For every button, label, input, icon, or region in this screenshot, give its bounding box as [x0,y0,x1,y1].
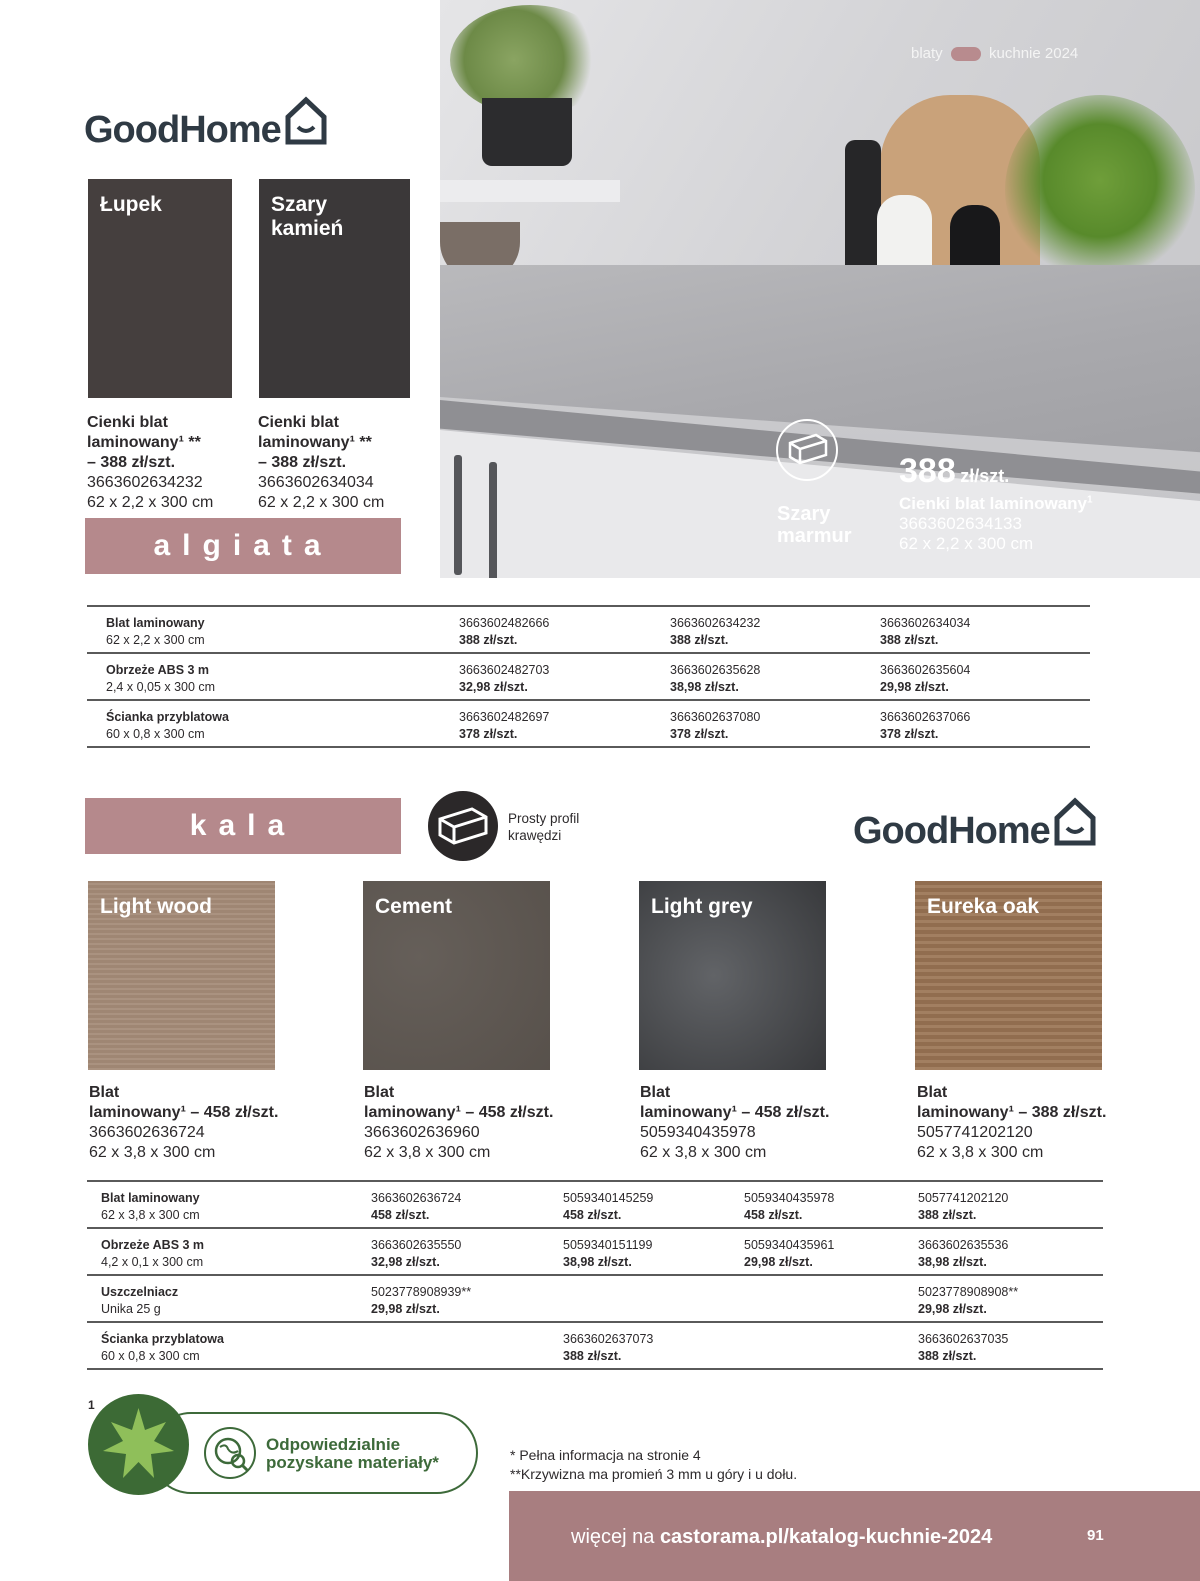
cell-code: 5059340435978 [744,1191,835,1205]
swatch-title: Łupek [100,193,162,216]
crumb-pill [951,47,981,61]
hero-price-value: 388 [899,452,956,490]
star-icon [88,1394,189,1495]
cabinet-handle [489,462,497,578]
footer-url[interactable]: castorama.pl/katalog-kuchnie-2024 [659,1526,993,1548]
page-number: 91 [1087,1527,1104,1544]
table-cell [670,662,760,696]
swatch-desc [640,1083,829,1163]
table-row [87,1182,1103,1229]
row-label [106,709,229,743]
cell-code: 3663602635628 [670,663,761,677]
cell-code: 3663602637080 [670,710,761,724]
eco-star-badge [88,1394,189,1495]
footnote-marker: 1 [88,1398,95,1412]
swatch-desc [87,413,213,513]
table-cell [880,662,970,696]
footnote: * Pełna informacja na stronie 4 [510,1447,701,1463]
cell-code: 3663602635550 [371,1238,462,1252]
eco-label [266,1436,439,1472]
desc-code: 3663602636724 [89,1124,205,1141]
cell-code: 5059340151199 [563,1238,653,1252]
cell-price: 29,98 zł/szt. [880,680,949,694]
table-cell [670,709,760,743]
swatch-title: Cement [375,895,453,918]
table-cell [459,615,549,649]
table-cell [670,615,760,649]
swatch-title: Light wood [100,895,212,918]
edge-profile-label [508,810,579,844]
desc-dims: 62 x 2,2 x 300 cm [87,494,214,511]
desc-price: – 388 zł/szt. [87,454,176,471]
desc-code: 3663602634232 [87,474,203,491]
spec-table-kala [87,1180,1103,1370]
table-row [87,607,1090,654]
eco-line: pozyskane materiały* [266,1453,439,1472]
table-cell [880,615,970,649]
row-dims: 62 x 2,2 x 300 cm [106,633,205,647]
swatch-title: Szary kamień [271,193,344,240]
row-name: Obrzeże ABS 3 m [101,1238,205,1252]
desc-line: Blat [89,1084,120,1101]
row-label [106,615,205,649]
swatch-light-grey[interactable] [639,881,826,1070]
desc-line: Cienki blat [258,414,339,431]
desc-line: laminowany¹ ** [87,434,201,451]
row-name: Ścianka przyblatowa [106,710,229,724]
goodhome-logo[interactable]: GoodHome [84,109,328,157]
breadcrumb [911,45,1078,62]
eco-line: Odpowiedzialnie [266,1435,401,1454]
house-smile-icon [1053,796,1097,858]
cell-code: 3663602637035 [918,1332,1009,1346]
row-label [101,1237,204,1271]
cell-price: 458 zł/szt. [371,1208,430,1222]
table-cell [371,1190,461,1224]
swatch-szary-kamien[interactable] [259,179,410,398]
cell-price: 378 zł/szt. [670,727,729,741]
table-cell [563,1331,653,1365]
section-title-kala: kala [85,798,401,854]
desc-line: Blat [640,1084,671,1101]
row-name: Obrzeże ABS 3 m [106,663,210,677]
hero-price [899,452,1009,491]
cell-code: 3663602635604 [880,663,971,677]
cell-price: 388 zł/szt. [563,1349,622,1363]
row-label [106,662,215,696]
swatch-cement[interactable] [363,881,550,1070]
cell-code: 3663602482666 [459,616,550,630]
cell-code: 3663602637073 [563,1332,654,1346]
cell-code: 3663602634232 [670,616,761,630]
straight-edge-profile-icon [776,419,838,481]
basil-plant [1005,95,1195,285]
hero-product: Cienki blat laminowany$^1$ [899,494,1093,513]
row-name: Blat laminowany [101,1191,200,1205]
table-cell [563,1190,653,1224]
desc-dims: 62 x 3,8 x 300 cm [640,1144,767,1161]
crumb-right[interactable]: kuchnie 2024 [989,45,1079,62]
swatch-title: Eureka oak [927,895,1040,918]
table-cell [918,1284,1018,1318]
spec-table-algiata [87,605,1090,748]
cell-price: 388 zł/szt. [459,633,518,647]
table-cell [459,709,549,743]
desc-line: laminowany¹ ** [258,434,372,451]
desc-price: – 388 zł/szt. [258,454,347,471]
desc-line: Blat [917,1084,948,1101]
swatch-desc [258,413,384,513]
edge-profile-line: krawędzi [508,828,562,843]
cell-code: 3663602635536 [918,1238,1009,1252]
swatch-desc [917,1083,1106,1163]
row-dims: 60 x 0,8 x 300 cm [101,1349,200,1363]
edge-profile-line: Prosty profil [508,811,580,826]
swatch-desc [89,1083,278,1163]
straight-edge-profile-icon [428,791,498,861]
row-label [101,1284,178,1318]
desc-code: 3663602636960 [364,1124,480,1141]
cell-code: 3663602634034 [880,616,971,630]
swatch-desc [364,1083,553,1163]
cell-code: 5023778908908** [918,1285,1019,1299]
desc-code: 3663602634034 [258,474,374,491]
cell-price: 458 zł/szt. [563,1208,622,1222]
cell-code: 5059340435961 [744,1238,835,1252]
cell-code: 5059340145259 [563,1191,654,1205]
row-dims: 4,2 x 0,1 x 300 cm [101,1255,204,1269]
footer-link-prefix: więcej na [571,1526,660,1548]
crumb-left[interactable]: blaty [911,45,943,62]
cell-price: 378 zł/szt. [459,727,518,741]
row-dims: 62 x 3,8 x 300 cm [101,1208,200,1222]
table-cell [371,1284,471,1318]
desc-dims: 62 x 3,8 x 300 cm [917,1144,1044,1161]
row-label [101,1190,200,1224]
cell-code: 3663602636724 [371,1191,462,1205]
table-cell [744,1237,834,1271]
desc-line: Cienki blat [87,414,168,431]
cell-price: 378 zł/szt. [880,727,939,741]
cell-price: 29,98 zł/szt. [371,1302,440,1316]
plant-pot [482,98,572,166]
cell-price: 29,98 zł/szt. [918,1302,987,1316]
row-name: Uszczelniacz [101,1285,179,1299]
footer-link[interactable] [571,1526,992,1549]
table-cell [459,662,549,696]
desc-line: Blat [364,1084,395,1101]
footnote: **Krzywizna ma promień 3 mm u góry i u dołu. [510,1466,798,1482]
cell-price: 388 zł/szt. [880,633,939,647]
house-smile-icon [284,95,328,157]
cell-price: 32,98 zł/szt. [371,1255,440,1269]
table-row [87,1323,1103,1370]
cell-code: 3663602637066 [880,710,971,724]
hero-code: 3663602634133 [899,514,1022,533]
desc-code: 5059340435978 [640,1124,756,1141]
table-row [87,701,1090,748]
desc-dims: 62 x 3,8 x 300 cm [89,1144,216,1161]
row-name: Ścianka przyblatowa [101,1332,224,1346]
cell-code: 3663602482703 [459,663,550,677]
swatch-lupek[interactable] [88,179,232,398]
cabinet-handle [454,455,462,575]
desc-dims: 62 x 2,2 x 300 cm [258,494,385,511]
swatch-light-wood[interactable] [88,881,275,1070]
desc-price: laminowany¹ – 458 zł/szt. [640,1104,830,1121]
section-title-algiata: algiata [85,518,401,574]
table-cell [563,1237,652,1271]
row-name: Blat laminowany [106,616,205,630]
cell-price: 388 zł/szt. [670,633,729,647]
cell-price: 38,98 zł/szt. [563,1255,632,1269]
desc-price: laminowany¹ – 458 zł/szt. [364,1104,554,1121]
cell-code: 3663602482697 [459,710,550,724]
table-row [87,1276,1103,1323]
shelf [440,180,620,202]
goodhome-logo[interactable]: GoodHome [853,810,1097,858]
row-dims: 2,4 x 0,05 x 300 cm [106,680,216,694]
hero-swatch-name: Szary marmur [777,503,852,547]
desc-code: 5057741202120 [917,1124,1033,1141]
hero-dims: 62 x 2,2 x 300 cm [899,534,1034,553]
table-row [87,654,1090,701]
cell-price: 38,98 zł/szt. [670,680,739,694]
desc-dims: 62 x 3,8 x 300 cm [364,1144,491,1161]
table-cell [918,1190,1008,1224]
row-dims: 60 x 0,8 x 300 cm [106,727,205,741]
cell-code: 5057741202120 [918,1191,1009,1205]
cell-price: 388 zł/szt. [918,1349,977,1363]
table-cell [918,1237,1008,1271]
cell-code: 5023778908939** [371,1285,472,1299]
cell-price: 38,98 zł/szt. [918,1255,987,1269]
cell-price: 458 zł/szt. [744,1208,803,1222]
hero-price-unit: zł/szt. [960,466,1010,486]
swatch-eureka-oak[interactable] [915,881,1102,1070]
hero-photo [440,0,1200,578]
row-label [101,1331,224,1365]
row-dims: Unika 25 g [101,1302,161,1316]
table-cell [371,1237,461,1271]
table-cell [880,709,970,743]
table-cell [918,1331,1008,1365]
cell-price: 32,98 zł/szt. [459,680,528,694]
desc-price: laminowany¹ – 388 zł/szt. [917,1104,1107,1121]
desc-price: laminowany¹ – 458 zł/szt. [89,1104,279,1121]
swatch-title: Light grey [651,895,753,918]
cell-price: 29,98 zł/szt. [744,1255,813,1269]
table-cell [744,1190,834,1224]
cell-price: 388 zł/szt. [918,1208,977,1222]
table-row [87,1229,1103,1276]
globe-leaf-icon [204,1427,256,1479]
